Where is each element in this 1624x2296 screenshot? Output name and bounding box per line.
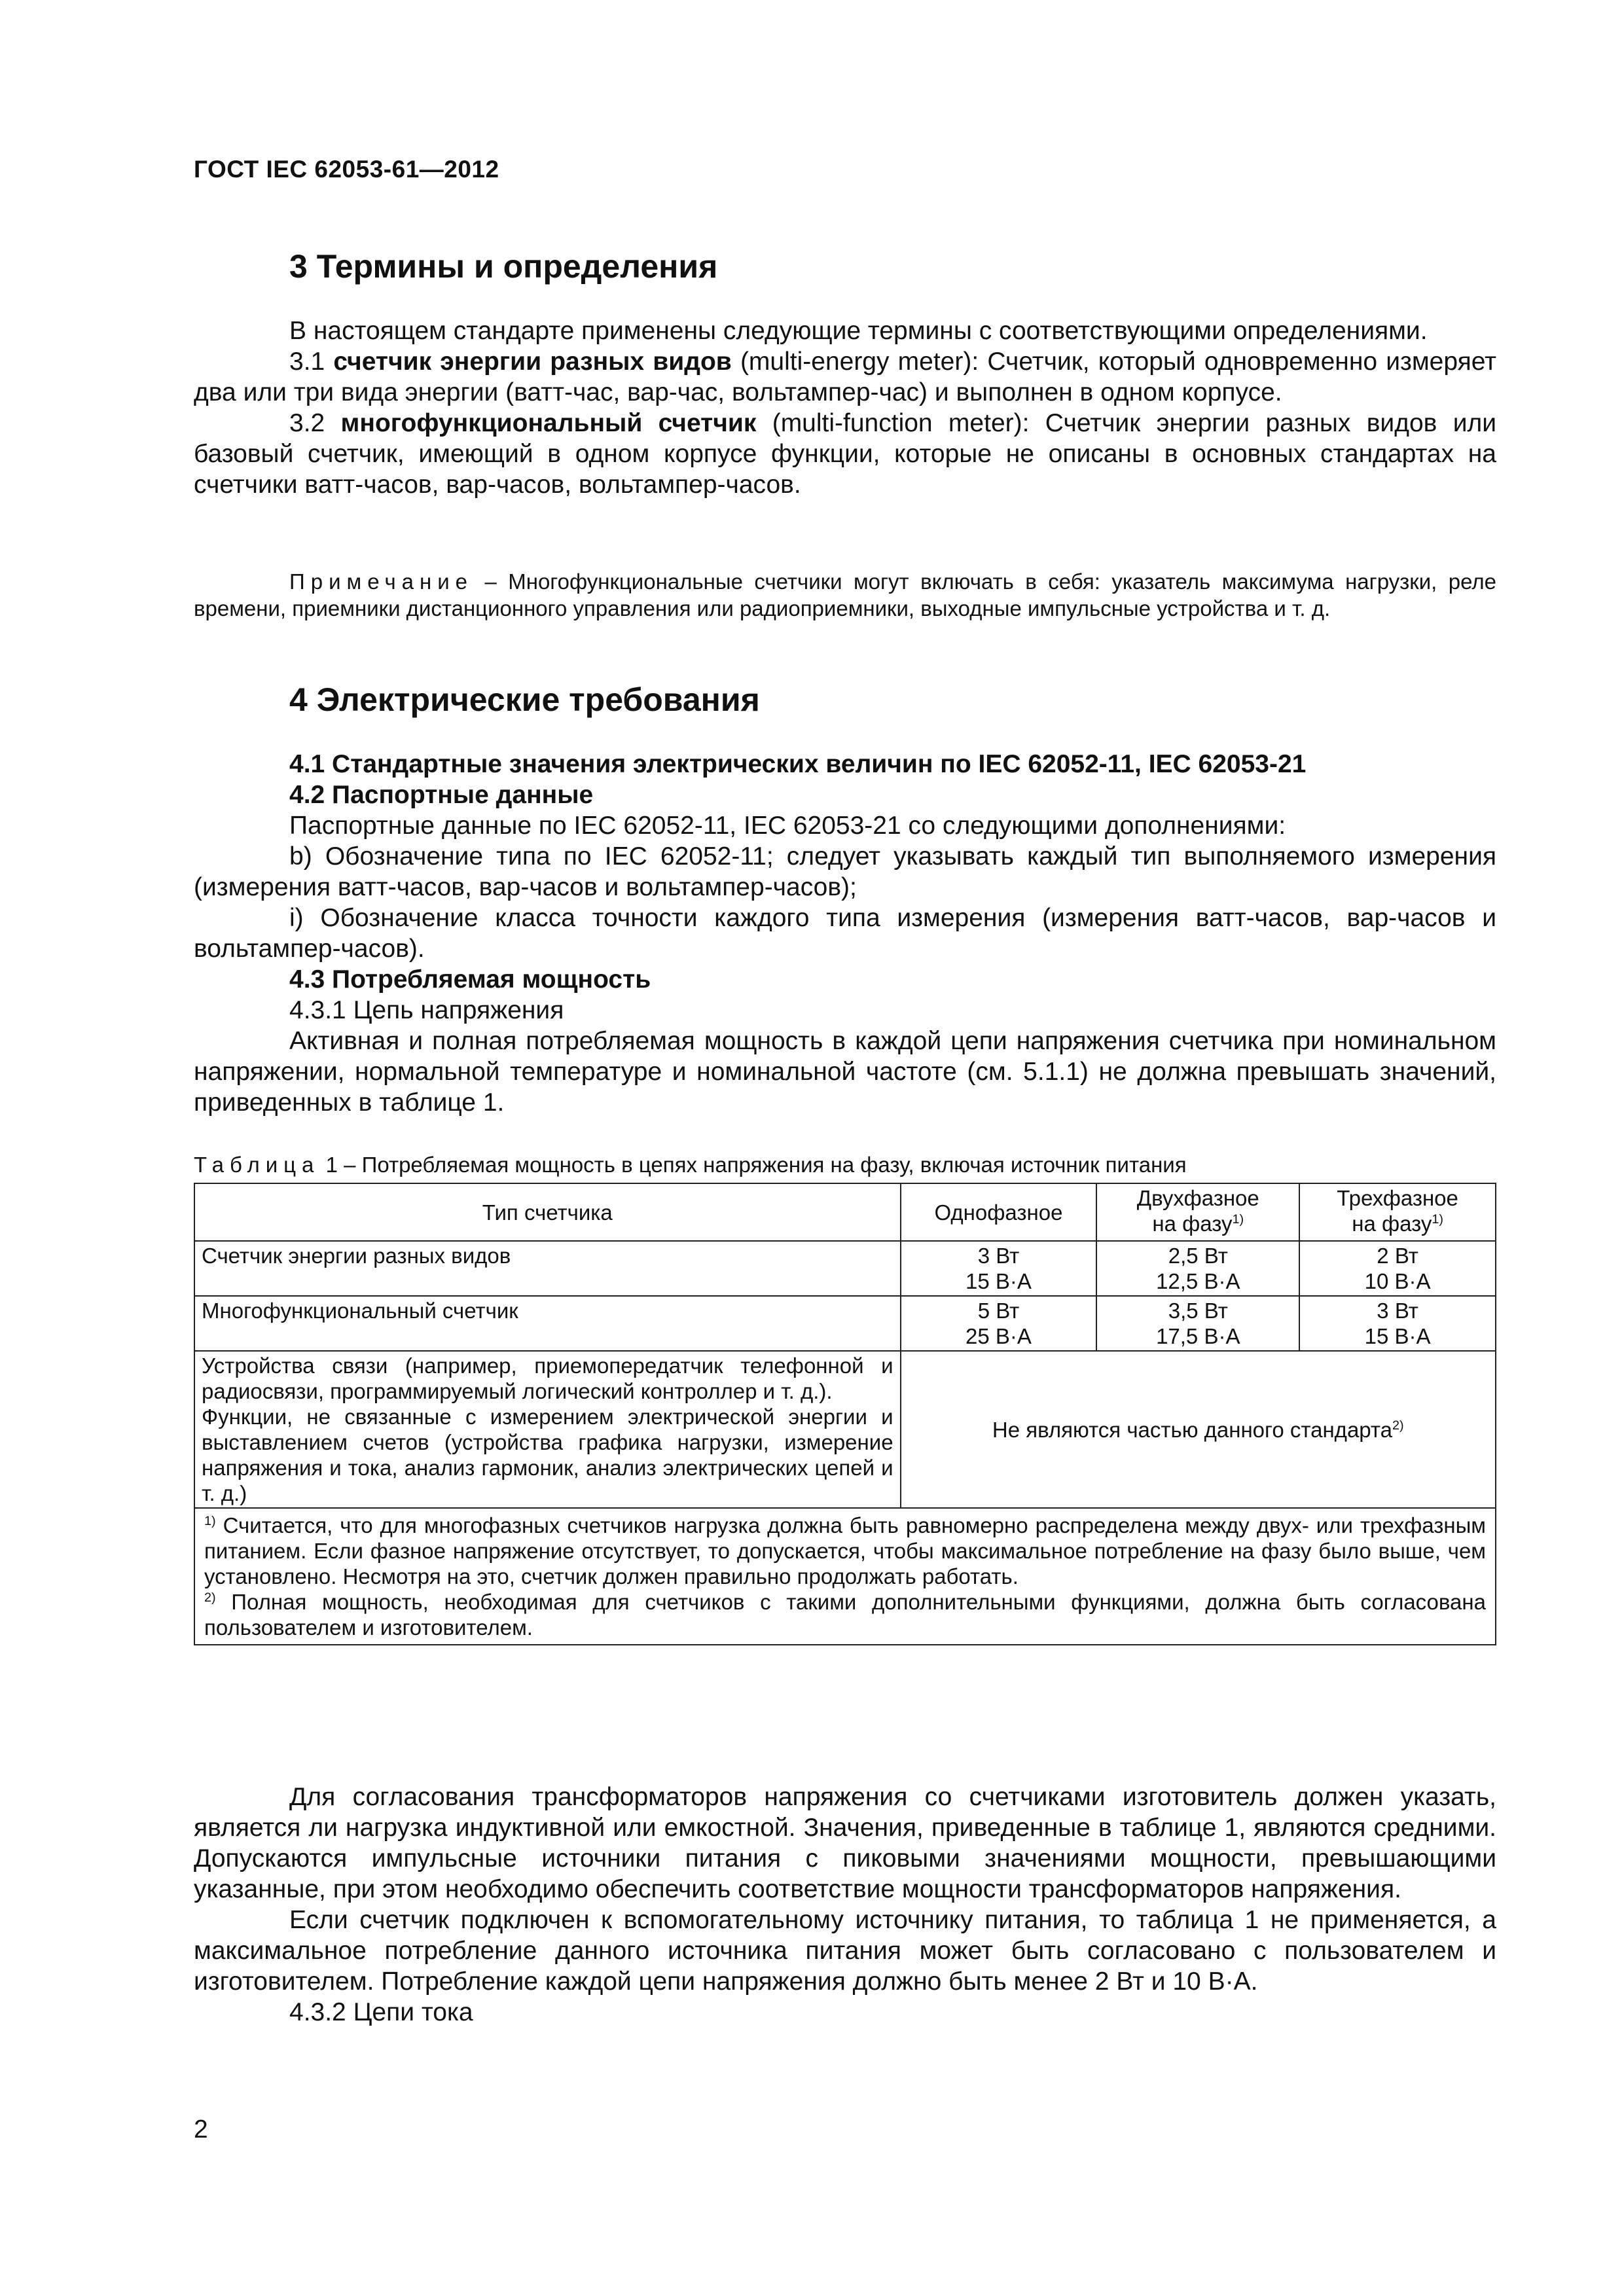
cell-value: 5 Вт 25 В·А [901, 1296, 1097, 1351]
table-caption-label: Таблица [194, 1153, 320, 1177]
row-name: Устройства связи (например, приемопередатчик телефонной и радиосвязи, программируемый логический контроллер и т. д.). Функции, не связанные с измерением электрической энергии и выставлением счетов (устройства графика нагрузки, измерение напряжения и тока, анализ гармоник, анализ электрических цепей и т. д.) [194, 1351, 901, 1508]
term-3-2: 3.2 многофункциональный счетчик (multi-function meter): Счетчик энергии разных видов или базовый счетчик, имеющий в одном корпусе функции, которые не описаны в основных стандартах на счетчики ватт-часов, вар-часов, вольтампер-часов. [194, 409, 1497, 499]
table-footnotes [194, 1508, 1496, 1645]
cell-value: 2,5 Вт 12,5 В·А [1096, 1241, 1299, 1296]
cell-value: 3,5 Вт 17,5 В·А [1096, 1296, 1299, 1351]
note-text: – Многофункциональные счетчики могут включать в себя: указатель максимума нагрузки, реле времени, приемники дистанционного управления или радиоприемники, выходные импульсные устройства и т. д. [194, 569, 1496, 620]
term-3-2-name: многофункциональный счетчик [340, 409, 757, 437]
term-3-1: 3.1 счетчик энергии разных видов (multi-energy meter): Счетчик, который одновременно измеряет два или три вида энергии (ватт-час, вар-час, вольтампер-час) и выполнен в одном корпусе. [194, 348, 1497, 406]
note-label: Примечание [289, 569, 474, 594]
cell-value: 3 Вт 15 В·А [1299, 1296, 1496, 1351]
row-name: Счетчик энергии разных видов [194, 1241, 901, 1296]
cell-value: 3 Вт 15 В·А [901, 1241, 1097, 1296]
power-consumption-table [194, 1183, 1496, 1645]
term-3-1-name: счетчик энергии разных видов [333, 348, 732, 376]
section-3-body [194, 315, 1496, 500]
table-row [194, 1241, 1496, 1296]
note [194, 568, 1496, 622]
table-row [194, 1296, 1496, 1351]
section-3-heading: 3 Термины и определения [289, 248, 718, 285]
header-single-phase: Однофазное [901, 1183, 1097, 1241]
table-caption-text: 1 – Потребляемая мощность в цепях напряжения на фазу, включая источник питания [325, 1153, 1187, 1177]
footnote-1: $^{1)}$ Считается, что для многофазных счетчиков нагрузка должна быть равномерно распределена между двух- или трехфазным питанием. Если фазное напряжение отсутствует, то допускается, чтобы максимальное потребление на фазу было выше, чем установлено. Несмотря на это, счетчик должен правильно продолжать работать. [204, 1513, 1486, 1588]
clause-4-2: 4.2 Паспортные данные [289, 781, 594, 809]
clause-4-2-b: b) Обозначение типа по IEC 62052-11; следует указывать каждый тип выполняемого измерения (измерения ватт-часов, вар-часов и вольтампер-часов); [194, 842, 1496, 901]
section-3-intro: В настоящем стандарте применены следующие термины с соответствующими определениями. [289, 317, 1428, 345]
section-4-heading: 4 Электрические требования [289, 681, 760, 718]
row-name: Многофункциональный счетчик [194, 1296, 901, 1351]
header-three-phase: Трехфазное на фазу$^{1)}$ [1299, 1183, 1496, 1241]
clause-4-3: 4.3 Потребляемая мощность [289, 965, 651, 994]
standard-id: ГОСТ IEC 62053-61—2012 [194, 156, 499, 183]
paragraph-transformers: Для согласования трансформаторов напряжения со счетчиками изготовитель должен указать, является ли нагрузка индуктивной или емкостной. Значения, приведенные в таблице 1, являются средними. Допускаются импульсные источники питания с пиковыми значениями мощности, превышающими указанные, при этом необходимо обеспечить соответствие мощности трансформаторов напряжения. [194, 1783, 1496, 1903]
table-caption [194, 1152, 1187, 1178]
header-meter-type: Тип счетчика [194, 1183, 901, 1241]
after-table-body [194, 1782, 1496, 2028]
clause-4-3-1-text: Активная и полная потребляемая мощность в каждой цепи напряжения счетчика при номинальном напряжении, нормальной температуре и номинальной частоте (см. 5.1.1) не должна превышать значений, приведенных в таблице 1. [194, 1027, 1496, 1117]
footnote-2: $^{2)}$ Полная мощность, необходимая для счетчиков с такими дополнительными функциями, должна быть согласована пользователем и изготовителем. [204, 1590, 1486, 1640]
paragraph-aux-supply: Если счетчик подключен к вспомогательному источнику питания, то таблица 1 не применяется, а максимальное потребление данного источника питания может быть согласовано с пользователем и изготовителем. Потребление каждой цепи напряжения должно быть менее 2 Вт и 10 В·А. [194, 1906, 1496, 1996]
clause-4-1: 4.1 Стандартные значения электрических величин по IEC 62052-11, IEC 62053-21 [289, 750, 1307, 778]
table-row [194, 1351, 1496, 1508]
clause-4-2-text: Паспортные данные по IEC 62052-11, IEC 62053-21 со следующими дополнениями: [289, 812, 1286, 840]
table-header-row [194, 1183, 1496, 1241]
page-number: 2 [194, 2115, 208, 2144]
section-4-body [194, 749, 1496, 1118]
clause-4-3-1: 4.3.1 Цепь напряжения [289, 996, 564, 1024]
cell-not-in-scope: Не являются частью данного стандарта$^{2)}$ [901, 1351, 1496, 1508]
clause-4-2-i: i) Обозначение класса точности каждого типа измерения (измерения ватт-часов, вар-часов и вольтампер-часов). [194, 904, 1496, 963]
header-two-phase: Двухфазное на фазу$^{1)}$ [1096, 1183, 1299, 1241]
clause-4-3-2: 4.3.2 Цепи тока [289, 1998, 473, 2026]
cell-value: 2 Вт 10 В·А [1299, 1241, 1496, 1296]
